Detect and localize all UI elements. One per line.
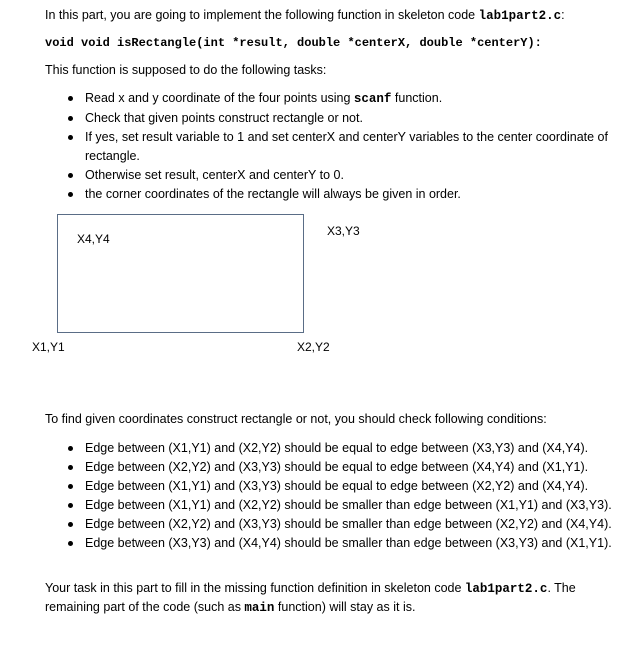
label-x2y2: X2,Y2	[297, 340, 330, 354]
list-item: Edge between (X3,Y3) and (X4,Y4) should be smaller than edge between (X3,Y3) and (X1,Y1).	[63, 534, 633, 553]
list-item: Edge between (X1,Y1) and (X2,Y2) should be smaller than edge between (X1,Y1) and (X3,Y3).	[63, 496, 633, 515]
list-item: the corner coordinates of the rectangle will always be given in order.	[63, 185, 629, 204]
task-filename: lab1part2.c	[464, 582, 548, 596]
list-item: Check that given points construct rectangle or not.	[63, 109, 629, 128]
list-item: If yes, set result variable to 1 and set centerX and centerY variables to the center coordinate of rectangle.	[63, 128, 629, 166]
tasks-list	[63, 89, 629, 204]
list-item: Read x and y coordinate of the four points using scanf function.	[63, 89, 629, 109]
task-line-2: remaining part of the code (such as main function) will stay as it is.	[45, 600, 416, 615]
label-x1y1: X1,Y1	[32, 340, 65, 354]
conditions-intro: To find given coordinates construct rectangle or not, you should check following conditions:	[45, 412, 547, 426]
label-x4y4: X4,Y4	[77, 232, 110, 246]
intro-paragraph	[45, 8, 565, 23]
function-signature: void void isRectangle(int *result, double *centerX, double *centerY):	[45, 36, 542, 50]
label-x3y3: X3,Y3	[327, 224, 360, 238]
conditions-list	[63, 439, 633, 553]
intro-colon: :	[561, 8, 565, 22]
intro-text: In this part, you are going to implement the following function in skeleton code	[45, 8, 479, 22]
list-item: Otherwise set result, centerX and centerY to 0.	[63, 166, 629, 185]
supposed-text: This function is supposed to do the following tasks:	[45, 63, 327, 77]
task-line-1: Your task in this part to fill in the missing function definition in skeleton code lab1part2.c. The	[45, 581, 576, 596]
intro-filename: lab1part2.c	[478, 9, 562, 23]
main-code: main	[244, 601, 275, 615]
list-item: Edge between (X2,Y2) and (X3,Y3) should be equal to edge between (X4,Y4) and (X1,Y1).	[63, 458, 633, 477]
list-item: Edge between (X2,Y2) and (X3,Y3) should be smaller than edge between (X2,Y2) and (X4,Y4).	[63, 515, 633, 534]
list-item: Edge between (X1,Y1) and (X3,Y3) should be equal to edge between (X2,Y2) and (X4,Y4).	[63, 477, 633, 496]
list-item: Edge between (X1,Y1) and (X2,Y2) should be equal to edge between (X3,Y3) and (X4,Y4).	[63, 439, 633, 458]
scanf-code: scanf	[353, 92, 392, 106]
